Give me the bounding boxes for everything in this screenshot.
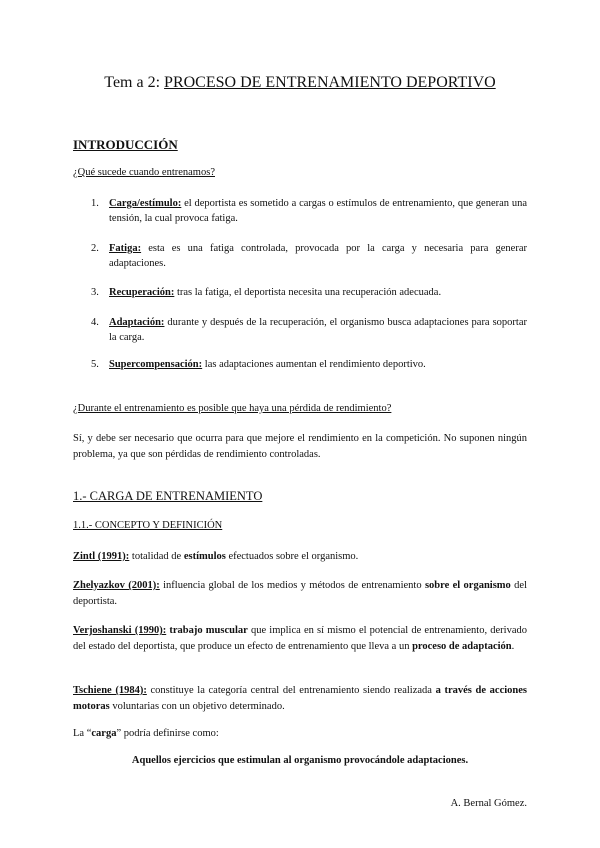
section-subheading: 1.1.- CONCEPTO Y DEFINICIÓN (73, 520, 223, 531)
carga-text: La “ (73, 728, 92, 739)
list-number: 2. (91, 243, 99, 254)
definition-author: Tschiene (1984): (73, 685, 147, 696)
list-number: 1. (91, 198, 99, 209)
intro-heading: INTRODUCCIÓN (73, 137, 178, 152)
definition-zintl (73, 549, 527, 565)
list-number: 5. (91, 359, 99, 370)
definition-text: del deportista. (73, 580, 528, 607)
list-term: Supercompensación: (109, 359, 203, 370)
definition-author: Zintl (1991): (73, 551, 130, 562)
definition-bold: estímulos (183, 551, 226, 562)
list-term: Adaptación: (109, 317, 165, 328)
definition-author: Zhelyazkov (2001): (73, 580, 160, 591)
intro-answer: Sí, y debe ser necesario que ocurra para que mejore el rendimiento en la competición. No suponen ningún problema, ya que son pérdidas de rendimiento controladas. (73, 433, 527, 460)
definition-text: . (511, 641, 515, 652)
list-number: 3. (91, 287, 99, 298)
list-term: Carga/estímulo: (109, 198, 182, 209)
section-heading: 1.- CARGA DE ENTRENAMIENTO (73, 489, 263, 503)
definition-bold: proceso de adaptación (412, 641, 512, 652)
carga-definition: Aquellos ejercicios que estimulan al organismo provocándole adaptaciones. (131, 755, 469, 766)
definition-text: que implica en sí mismo el potencial de entrenamiento, derivado del estado del deportista, que produce un efecto de entrenamiento que lleva a un (73, 625, 527, 652)
list-text: el deportista es sometido a cargas o estímulos de entrenamiento, que generan una tensión, la cual provoca fatiga. (109, 198, 527, 224)
definition-text: voluntarias con un objetivo determinado. (109, 701, 285, 712)
definition-bold: sobre el organismo (424, 580, 511, 591)
definition-verjoshanski (73, 623, 527, 655)
carga-text: ” podría definirse como: (116, 728, 219, 739)
carga-word: carga (91, 728, 117, 739)
carga-intro (73, 726, 527, 742)
definition-text: totalidad de (129, 551, 184, 562)
list-term: Recuperación: (109, 287, 175, 298)
definition-text: constituye la categoría central del entrenamiento siendo realizada (146, 685, 436, 696)
definition-bold: a través de acciones motoras (73, 685, 528, 712)
definition-zhelyazkov (73, 578, 527, 610)
definition-author: Verjoshanski (1990): (73, 625, 167, 636)
definition-tschiene (73, 683, 527, 715)
list-text: esta es una fatiga controlada, provocada por la carga y necesaria para generar adaptaciones. (109, 243, 527, 269)
list-text: durante y después de la recuperación, el organismo busca adaptaciones para soportar la carga. (109, 317, 527, 343)
author-signature: A. Bernal Gómez. (450, 798, 527, 809)
intro-question-2: ¿Durante el entrenamiento es posible que haya una pérdida de rendimiento? (73, 403, 392, 414)
title-prefix: Tem a 2: (104, 74, 165, 91)
definition-text: efectuados sobre el organismo. (225, 551, 359, 562)
definition-text: influencia global de los medios y métodos de entrenamiento (159, 580, 425, 591)
title-main: PROCESO DE ENTRENAMIENTO DEPORTIVO (164, 74, 496, 91)
intro-question: ¿Qué sucede cuando entrenamos? (73, 167, 215, 178)
list-number: 4. (91, 317, 99, 328)
list-term: Fatiga: (109, 243, 142, 254)
list-text: las adaptaciones aumentan el rendimiento deportivo. (202, 359, 426, 370)
list-text: tras la fatiga, el deportista necesita una recuperación adecuada. (174, 287, 442, 298)
definition-bold: trabajo muscular (169, 625, 248, 636)
page-title (0, 74, 600, 92)
